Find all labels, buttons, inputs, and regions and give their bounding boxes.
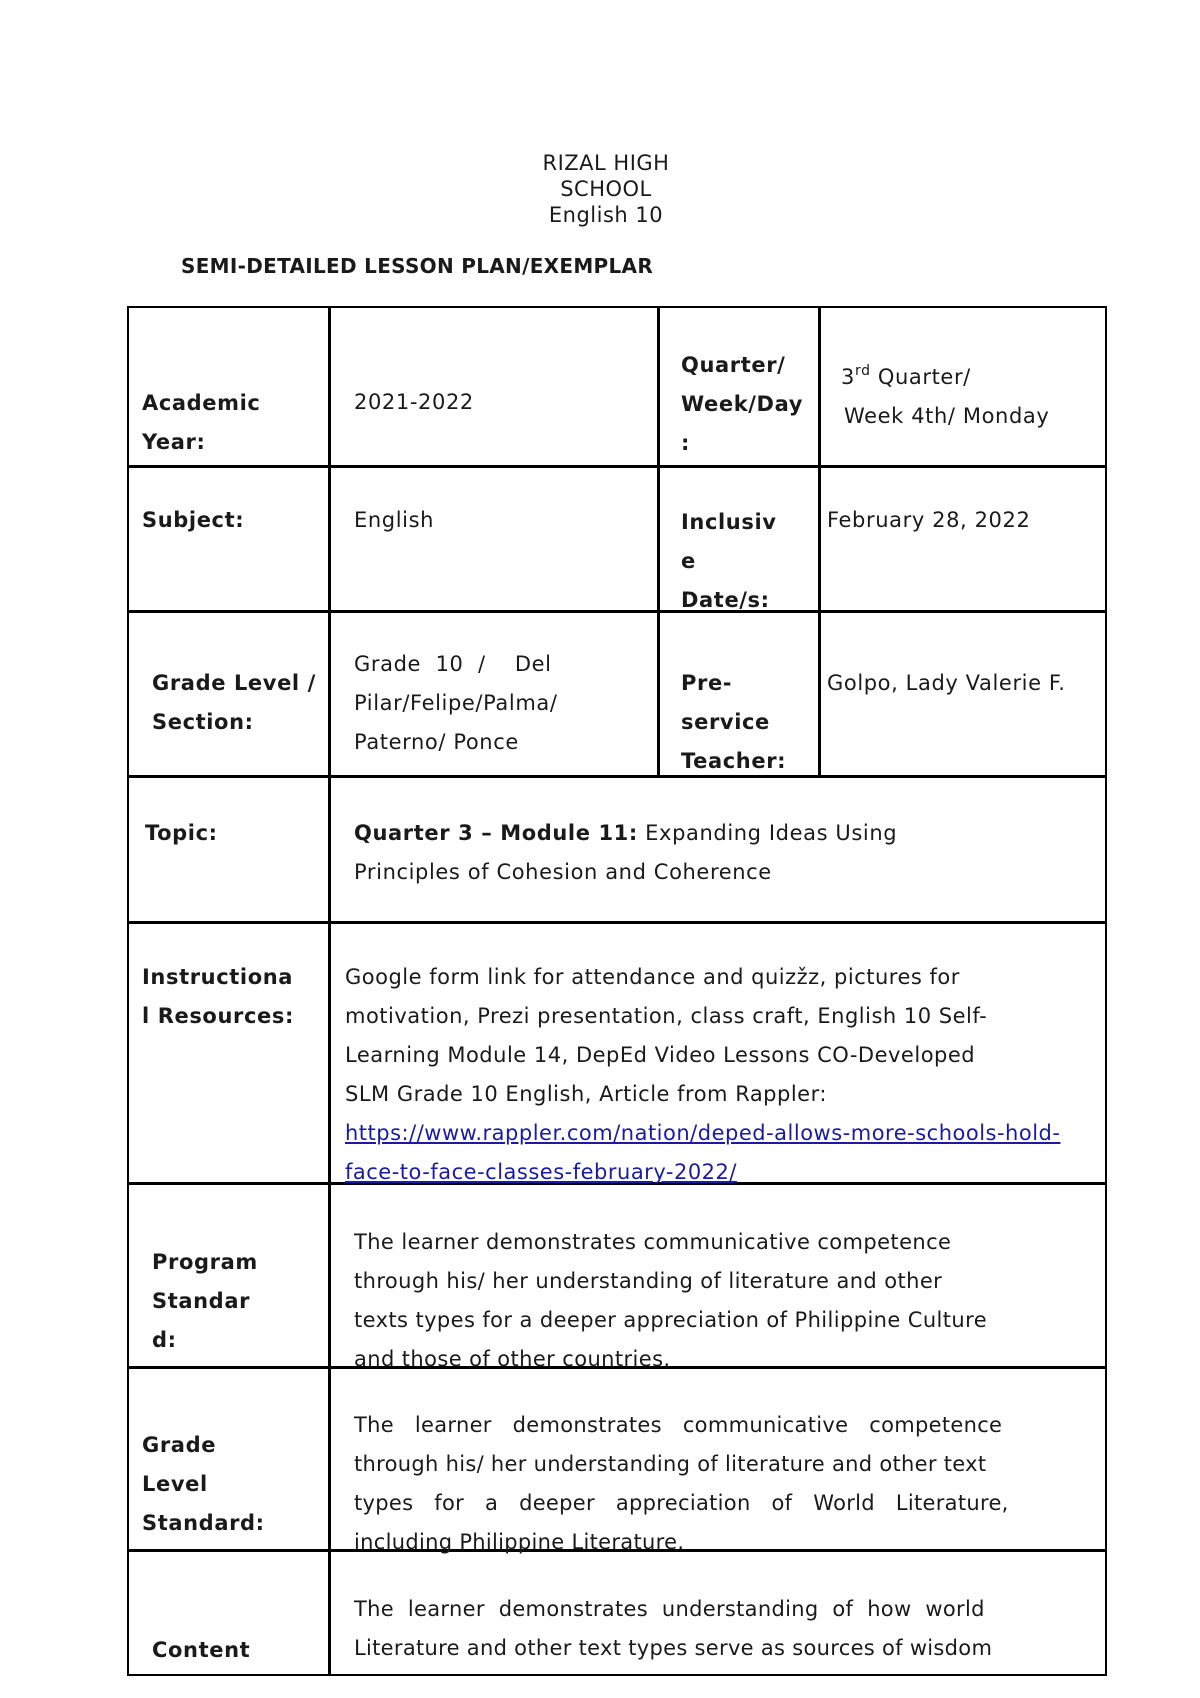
academic-year-label: Academic Year:	[142, 391, 261, 454]
lesson-plan-table	[127, 306, 1107, 1676]
row-divider	[129, 921, 1105, 924]
subject-value: English	[354, 508, 435, 532]
grade-section-label: Grade Level / Section:	[152, 671, 316, 734]
instructional-resources-label: Instructiona l Resources:	[142, 965, 294, 1028]
school-name-line2: SCHOOL	[560, 177, 652, 201]
content-standard-label: Content	[152, 1638, 251, 1662]
topic-value: Quarter 3 – Module 11: Expanding Ideas Using Principles of Cohesion and Coherence	[354, 821, 898, 884]
inclusive-dates-label: Inclusiv e Date/s:	[681, 510, 777, 612]
school-name-line1: RIZAL HIGH	[542, 151, 670, 175]
content-standard-value: The learner demonstrates understanding of how world Literature and other text types serve as sources of wisdom	[354, 1597, 993, 1660]
row-divider	[129, 610, 1105, 613]
grade-section-value: Grade 10 / Del Pilar/Felipe/Palma/ Paterno/ Ponce	[354, 652, 558, 754]
row-divider	[129, 775, 1105, 778]
subject-heading: English 10	[548, 203, 664, 227]
program-standard-label: Program Standar d:	[152, 1250, 258, 1352]
topic-label: Topic:	[145, 821, 218, 845]
pre-service-teacher-value: Golpo, Lady Valerie F.	[827, 671, 1066, 695]
grade-level-standard-value: The learner demonstrates communicative competence through his/ her understanding of literature and other text types for a deeper appreciation of World Literature, including Philippine Literature.	[354, 1413, 1009, 1554]
instructional-resources-value: Google form link for attendance and quizžz, pictures for motivation, Prezi presentation, class craft, English 10 Self- Learning Module 14, DepEd Video Lessons CO-Developed SLM Grade 10 English, Article from Rappler: https://www.rappler.com/nation/deped-allows-more-schools-hold- face-to-face-classes-february-2022/	[345, 958, 1060, 1192]
column-divider	[818, 308, 821, 775]
quarter-week-day-value: 3rd Quarter/ Week 4th/ Monday	[841, 363, 1050, 428]
row-divider	[129, 465, 1105, 468]
rappler-article-link[interactable]: https://www.rappler.com/nation/deped-allows-more-schools-hold- face-to-face-classes-february-2022/	[345, 1121, 1061, 1184]
plan-title: SEMI-DETAILED LESSON PLAN/EXEMPLAR	[181, 254, 654, 278]
grade-level-standard-label: Grade Level Standard:	[142, 1433, 265, 1535]
pre-service-teacher-label: Pre- service Teacher:	[681, 671, 787, 773]
inclusive-dates-value: February 28, 2022	[827, 508, 1031, 532]
program-standard-value: The learner demonstrates communicative competence through his/ her understanding of literature and other texts types for a deeper appreciation of Philippine Culture and those of other countries.	[354, 1230, 988, 1371]
subject-label: Subject:	[142, 508, 245, 532]
column-divider	[657, 308, 660, 775]
quarter-week-day-label: Quarter/ Week/Day :	[681, 353, 803, 455]
column-divider	[328, 308, 331, 1676]
academic-year-value: 2021-2022	[354, 390, 474, 414]
